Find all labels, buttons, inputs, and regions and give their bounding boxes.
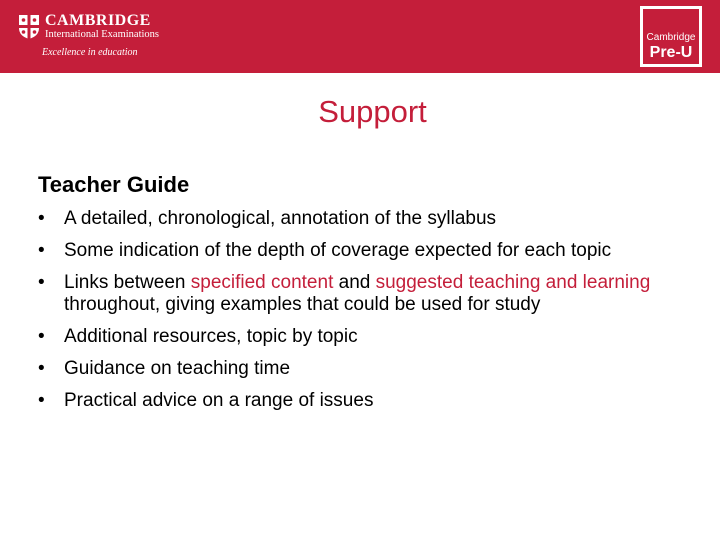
logo-name: CAMBRIDGE [45,12,151,29]
badge-pre-u-text: Pre-U [649,44,693,61]
bullet-item [38,272,718,315]
section-heading: Teacher Guide [38,172,190,197]
bullet-item: • Some indication of the depth of coverage expected for each topic [38,240,718,262]
bullet-text: and [333,272,376,293]
bullet-list [38,208,718,422]
cambridge-logo [45,12,159,41]
bullet-item: • Practical advice on a range of issues [38,390,718,412]
bullet-item: • Guidance on teaching time [38,358,718,380]
bullet-item: • Additional resources, topic by topic [38,326,718,348]
badge-cambridge-text: Cambridge [646,32,696,43]
highlight-text: specified content [190,272,334,293]
highlight-text: suggested teaching and learning [375,272,651,293]
bullet-text: Links between [64,272,191,293]
header-banner [0,0,720,73]
pre-u-badge [640,6,702,67]
logo-subtitle: International Examinations [45,29,160,40]
bullet-item: • A detailed, chronological, annotation of the syllabus [38,208,718,230]
logo-tagline: Excellence in education [42,47,138,58]
slide-title: Support [318,94,427,129]
bullet-text: throughout, giving examples that could be used for study [64,293,541,315]
university-crest-icon [18,14,40,40]
